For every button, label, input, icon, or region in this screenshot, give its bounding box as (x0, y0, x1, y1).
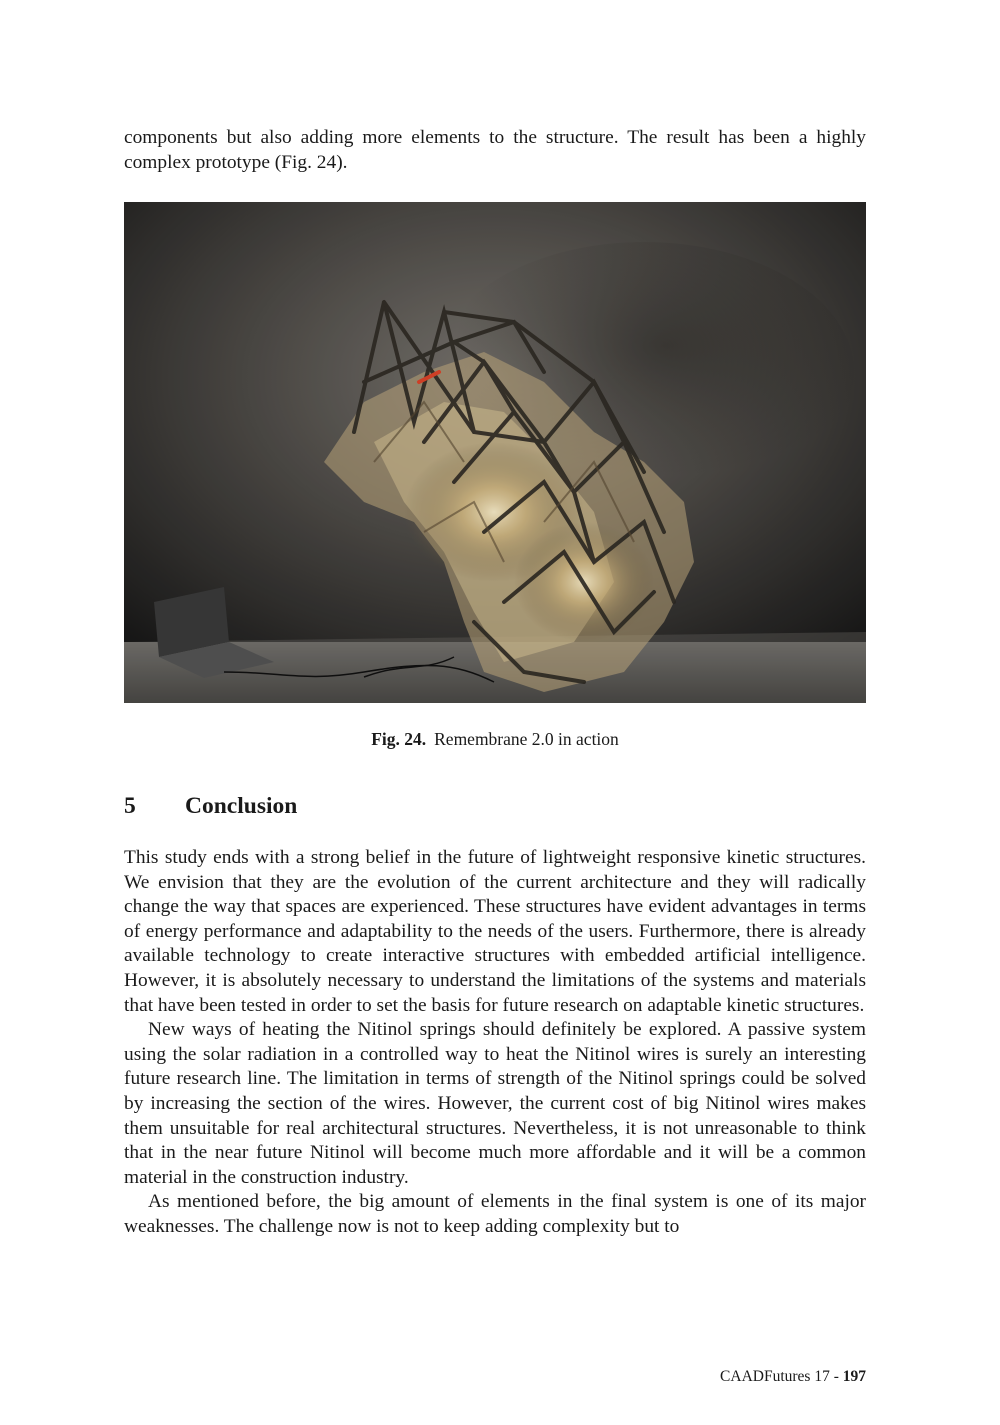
section-number: 5 (124, 793, 136, 819)
kinetic-structure-photo (124, 202, 866, 703)
intro-paragraph: components but also adding more elements to the structure. The result has been a highly complex prototype (Fig. 24). (124, 127, 866, 173)
figure-caption (124, 728, 866, 750)
figure-label: Fig. 24. (371, 729, 427, 749)
figure-caption-text: Remembrane 2.0 in action (434, 729, 619, 749)
section-heading (124, 792, 866, 820)
figure-photo (124, 202, 866, 703)
paper-page (124, 0, 866, 1425)
page-number: 197 (842, 1368, 866, 1385)
body-paragraph-3: As mentioned before, the big amount of elements in the final system is one of its major weaknesses. The challenge now is not to keep adding complexity but to (124, 1191, 866, 1237)
body-paragraph-2: New ways of heating the Nitinol springs should definitely be explored. A passive system using the solar radiation in a controlled way to heat the Nitinol wires is surely an interesting future research line. The limitation in terms of strength of the Nitinol springs could be solved by increasing the section of the wires. However, the current cost of big Nitinol wires makes them unsuitable for real architectural structures. Nevertheless, it is not unreasonable to think that in the near future Nitinol will become much more affordable and it will be a common material in the construction industry. (124, 1019, 866, 1188)
body-paragraph-1: This study ends with a strong belief in the future of lightweight responsive kinetic structures. We envision that they are the evolution of the current architecture and they will radically change the way that spaces are experienced. These structures have evident advantages in terms of energy performance and adaptability to the needs of the users. Furthermore, there is already available technology to create interactive structures with embedded artificial intelligence. However, it is absolutely necessary to understand the limitations of the systems and materials that have been tested in order to set the basis for future research on adaptable kinetic structures. (124, 847, 866, 1016)
section-body (124, 846, 866, 1240)
section-title: Conclusion (185, 793, 298, 819)
journal-name: CAADFutures 17 - (720, 1368, 843, 1385)
page-footer (720, 1367, 866, 1387)
